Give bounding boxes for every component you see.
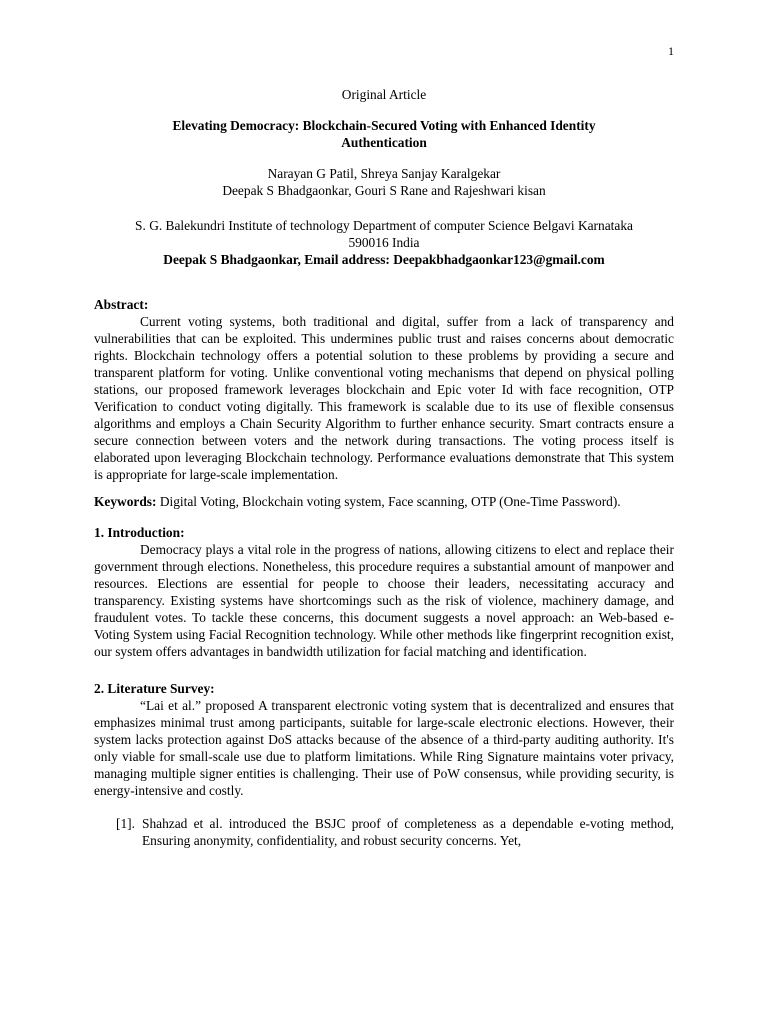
- reference-list: [94, 815, 674, 849]
- keywords-section: [94, 493, 674, 510]
- corresponding-author: Deepak S Bhadgaonkar, Email address: Deepakbhadgaonkar123@gmail.com: [163, 252, 605, 267]
- list-item: [94, 815, 674, 849]
- paper-content: [94, 86, 674, 849]
- abstract-text: Current voting systems, both traditional and digital, suffer from a lack of transparency and vulnerabilities that can be exploited. This undermines public trust and raises concerns about democratic rights. Blockchain technology offers a potential solution to these problems by providing a secure and transparent platform for voting. Unlike conventional voting mechanisms that depend on physical polling stations, our proposed framework leverages blockchain and Epic voter Id with face recognition, OTP Verification to conduct voting digitally. This framework is scalable due to its use of flexible consensus algorithms and employs a Chain Security Algorithm to further enhance security. Smart contracts ensure a secure connection between voters and the network during transactions. The voting process itself is elaborated upon leveraging Blockchain technology. Performance evaluations demonstrate that This system is appropriate for large-scale implementation.: [94, 314, 674, 482]
- affiliation-line-2: 590016 India: [348, 235, 420, 250]
- keywords-text: Digital Voting, Blockchain voting system, Face scanning, OTP (One-Time Password).: [156, 494, 621, 509]
- paper-title: [94, 117, 674, 151]
- authors: [94, 165, 674, 199]
- abstract-section: [94, 296, 674, 483]
- keywords-paragraph: [94, 493, 674, 510]
- literature-survey-section: [94, 680, 674, 849]
- affiliation: [94, 217, 674, 251]
- authors-line-2: Deepak S Bhadgaonkar, Gouri S Rane and Rajeshwari kisan: [222, 183, 546, 198]
- affiliation-line-1: S. G. Balekundri Institute of technology Department of computer Science Belgavi Karnataka: [135, 218, 633, 233]
- abstract-heading: Abstract:: [94, 297, 149, 312]
- literature-text: “Lai et al.” proposed A transparent electronic voting system that is decentralized and ensures that emphasizes minimal trust among participants, suitable for large-scale electronic elections. However, their system lacks protection against DoS attacks because of the absence of a third-party auditing authority. It's only viable for small-scale use due to platform limitations. While Ring Signature maintains voter privacy, managing multiple signer entities is challenging. Their use of PoW consensus, while providing security, is energy-intensive and costly.: [94, 698, 674, 798]
- introduction-heading: 1. Introduction:: [94, 525, 185, 540]
- introduction-text: Democracy plays a vital role in the progress of nations, allowing citizens to elect and replace their government through elections. Nonetheless, this procedure requires a substantial amount of manpower and resources. Elections are essential for people to choose their leaders, necessitating accuracy and transparency. Existing systems have shortcomings such as the risk of violence, machinery damage, and fraudulent votes. To tackle these concerns, this document suggests a novel approach: an Web-based e-Voting System using Facial Recognition technology. While other methods like fingerprint recognition exist, our system offers advantages in bandwidth utilization for facial matching and identification.: [94, 542, 674, 659]
- literature-heading: 2. Literature Survey:: [94, 681, 215, 696]
- reference-label: [1].: [116, 816, 135, 831]
- authors-line-1: Narayan G Patil, Shreya Sanjay Karalgekar: [267, 166, 501, 181]
- page-number: 1: [668, 44, 674, 58]
- reference-text: Shahzad et al. introduced the BSJC proof of completeness as a dependable e-voting method, Ensuring anonymity, confidentiality, and robust security concerns. Yet,: [142, 816, 674, 848]
- introduction-section: [94, 524, 674, 660]
- title-line-2: Authentication: [341, 135, 427, 150]
- title-line-1: Elevating Democracy: Blockchain-Secured Voting with Enhanced Identity: [172, 118, 596, 133]
- article-type: Original Article: [341, 87, 427, 102]
- keywords-label: Keywords:: [94, 494, 157, 509]
